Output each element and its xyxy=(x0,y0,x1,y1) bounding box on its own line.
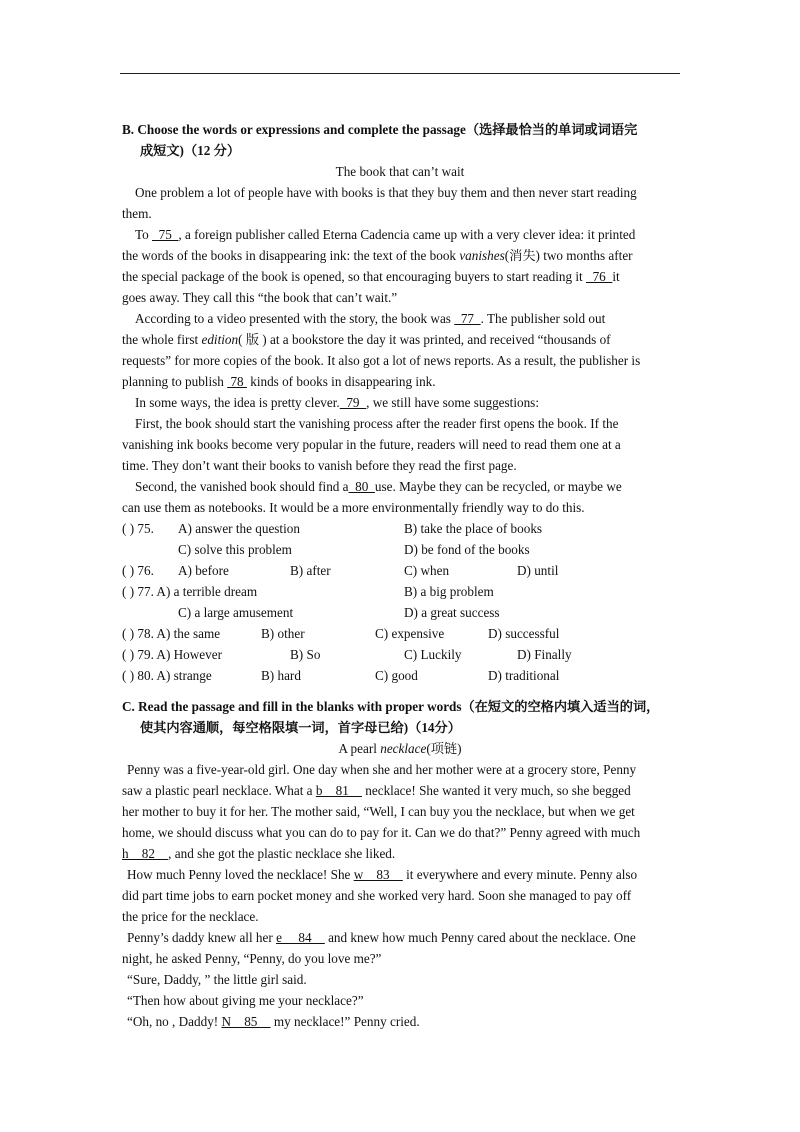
paragraph-line: According to a video presented with the story, the book was 77 . The publisher sold out xyxy=(135,311,606,326)
paragraph-line: Second, the vanished book should find a 80 use. Maybe they can be recycled, or maybe we xyxy=(135,479,622,494)
paragraph-line: them. xyxy=(122,206,152,221)
option-d[interactable]: D) be fond of the books xyxy=(404,542,530,557)
paragraph-line: h 82 , and she got the plastic necklace she liked. xyxy=(122,846,396,861)
option-d[interactable]: D) until xyxy=(517,563,559,578)
question-option-a[interactable]: ( ) 80. A) strange xyxy=(122,668,212,683)
option-d[interactable]: D) a great success xyxy=(404,605,500,620)
header-rule xyxy=(120,73,680,74)
option-c[interactable]: C) a large amusement xyxy=(178,605,294,620)
paragraph-line: can use them as notebooks. It would be a more environmentally friendly way to do this. xyxy=(122,500,585,515)
paragraph-line: vanishing ink books become very popular in the future, readers will need to read them one at a xyxy=(122,437,621,452)
paragraph-line: “Then how about giving me your necklace?” xyxy=(127,993,364,1008)
paragraph-line: saw a plastic pearl necklace. What a b 81 necklace! She wanted it very much, so she begged xyxy=(122,783,631,798)
option-a[interactable]: A) answer the question xyxy=(178,521,300,536)
question-number[interactable]: ( ) 76. xyxy=(122,563,154,578)
option-c[interactable]: C) solve this problem xyxy=(178,542,292,557)
blank-75[interactable]: 75 xyxy=(152,227,179,242)
option-c[interactable]: C) when xyxy=(404,563,450,578)
option-d[interactable]: D) successful xyxy=(488,626,560,641)
paragraph-line: In some ways, the idea is pretty clever. 79 , we still have some suggestions: xyxy=(135,395,539,410)
blank-78[interactable]: 78 xyxy=(227,374,247,389)
option-c[interactable]: C) expensive xyxy=(375,626,445,641)
question-option-a[interactable]: ( ) 78. A) the same xyxy=(122,626,221,641)
option-b[interactable]: B) So xyxy=(290,647,321,662)
paragraph-line: the whole first edition( 版 ) at a bookstore the day it was printed, and received “thousands of xyxy=(122,332,611,347)
blank-84[interactable]: e 84 xyxy=(276,930,325,945)
blank-77[interactable]: 77 xyxy=(454,311,481,326)
paragraph-line: the special package of the book is opened, so that encouraging buyers to start reading it 76 it xyxy=(122,269,620,284)
paragraph-line: home, we should discuss what you can do to pay for it. Can we do that?” Penny agreed with much xyxy=(122,825,641,840)
blank-81[interactable]: b 81 xyxy=(315,783,362,798)
blank-83[interactable]: w 83 xyxy=(353,867,403,882)
section-c-heading: C. Read the passage and fill in the blanks with proper words（在短文的空格内填入适当的词， xyxy=(122,699,660,714)
paragraph-line: did part time jobs to earn pocket money and she worked very hard. Soon she managed to pay off xyxy=(122,888,632,903)
option-d[interactable]: D) traditional xyxy=(488,668,560,683)
option-a[interactable]: A) before xyxy=(178,563,229,578)
paragraph-line: First, the book should start the vanishing process after the reader first opens the book. If the xyxy=(135,416,619,431)
section-c-heading-cont: 使其内容通顺，每空格限填一词，首字母已给)（14分） xyxy=(140,720,461,735)
paragraph-line: requests” for more copies of the book. It also got a lot of news reports. As a result, the publisher is xyxy=(122,353,641,368)
option-c[interactable]: C) good xyxy=(375,668,418,683)
option-d[interactable]: D) Finally xyxy=(517,647,572,662)
paragraph-line: goes away. They call this “the book that can’t wait.” xyxy=(122,290,398,305)
blank-80[interactable]: 80 xyxy=(348,479,375,494)
paragraph-line: night, he asked Penny, “Penny, do you love me?” xyxy=(122,951,382,966)
paragraph-line: the price for the necklace. xyxy=(122,909,259,924)
option-b[interactable]: B) take the place of books xyxy=(404,521,543,536)
paragraph-line: How much Penny loved the necklace! She w 83 it everywhere and every minute. Penny also xyxy=(127,867,638,882)
option-b[interactable]: B) after xyxy=(290,563,331,578)
paragraph-line: planning to publish 78 kinds of books in disappearing ink. xyxy=(122,374,436,389)
paragraph-line: Penny’s daddy knew all her e 84 and knew how much Penny cared about the necklace. One xyxy=(127,930,636,945)
paragraph-line: her mother to buy it for her. The mother said, “Well, I can buy you the necklace, but when we get xyxy=(122,804,635,819)
option-b[interactable]: B) a big problem xyxy=(404,584,494,599)
question-number[interactable]: ( ) 75. xyxy=(122,521,154,536)
section-b-heading-cont: 成短文)（12 分） xyxy=(140,143,241,158)
paragraph-line: “Sure, Daddy, ” the little girl said. xyxy=(127,972,307,987)
passage-title: The book that can’t wait xyxy=(335,164,465,179)
passage-title: A pearl necklace(项链) xyxy=(338,741,462,756)
paragraph-line: the words of the books in disappearing ink: the text of the book vanishes(消失) two months after xyxy=(122,248,633,263)
paragraph-line: Penny was a five-year-old girl. One day when she and her mother were at a grocery store, Penny xyxy=(127,762,637,777)
paragraph-line: time. They don’t want their books to vanish before they read the first page. xyxy=(122,458,517,473)
option-b[interactable]: B) hard xyxy=(261,668,301,683)
paragraph-line: To 75 , a foreign publisher called Eterna Cadencia came up with a very clever idea: it printed xyxy=(135,227,636,242)
paragraph-line: “Oh, no , Daddy! N 85 my necklace!” Penny cried. xyxy=(127,1014,420,1029)
paragraph-line: One problem a lot of people have with books is that they buy them and then never start reading xyxy=(135,185,637,200)
option-b[interactable]: B) other xyxy=(261,626,305,641)
question-option-a[interactable]: ( ) 79. A) However xyxy=(122,647,222,662)
blank-85[interactable]: N 85 xyxy=(221,1014,271,1029)
blank-82[interactable]: h 82 xyxy=(122,846,169,861)
section-b-heading: B. Choose the words or expressions and complete the passage（选择最恰当的单词或词语完 xyxy=(122,122,638,137)
blank-79[interactable]: 79 xyxy=(339,395,367,410)
option-c[interactable]: C) Luckily xyxy=(404,647,462,662)
question-option-a[interactable]: ( ) 77. A) a terrible dream xyxy=(122,584,258,599)
blank-76[interactable]: 76 xyxy=(585,269,613,284)
